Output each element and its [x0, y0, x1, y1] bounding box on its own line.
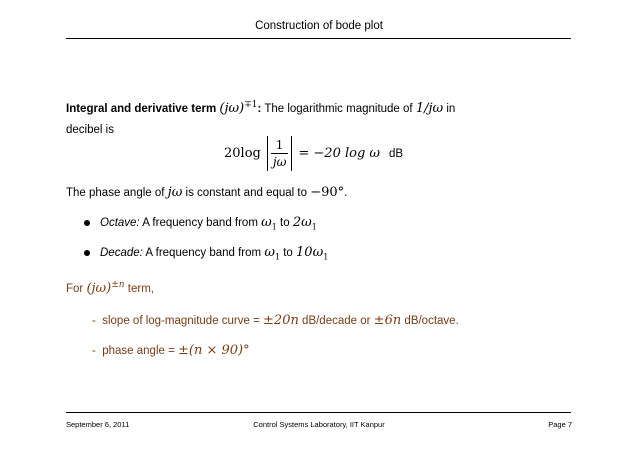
dash: - [92, 345, 96, 357]
absolute-value [267, 136, 293, 171]
intro-line2: decibel is [66, 124, 114, 136]
phase-var: jω [167, 185, 183, 200]
phase-angle-math: ±(n × 90)° [178, 343, 250, 358]
footer-date: September 6, 2011 [66, 420, 130, 429]
slope-text1: slope of log-magnitude curve = [102, 315, 260, 327]
bullet-b: $10\omega_1$ [296, 245, 329, 262]
phase-text-before: The phase angle of [66, 187, 165, 199]
for-prefix: For [66, 282, 84, 295]
intro-math: 1/jω [415, 100, 444, 116]
bullet-dot-icon [84, 220, 90, 226]
section-heading [66, 100, 576, 116]
for-term-line [66, 280, 576, 296]
for-suffix: term, [127, 282, 154, 295]
bullet-b: $2\omega_1$ [292, 215, 317, 232]
intro-text: The logarithmic magnitude of [264, 102, 413, 115]
phase-value: −90° [310, 185, 345, 200]
heading-colon: : [257, 102, 262, 115]
fraction-numerator: 1 [275, 138, 284, 152]
slope-m1: ±20n [263, 313, 299, 328]
bullet-label: Octave: [100, 217, 140, 229]
slope-item [92, 313, 602, 328]
bullet-to: to [283, 247, 293, 259]
slide-title: Construction of bode plot [255, 20, 383, 32]
heading-sup: ∓1 [244, 100, 258, 110]
phase-angle-item [92, 343, 602, 358]
footer-divider [66, 412, 571, 413]
bullet-label: Decade: [100, 247, 143, 259]
footer-lab: Control Systems Laboratory, IIT Kanpur [253, 420, 385, 429]
equation-rhs: = −20 log ω [298, 146, 381, 161]
bullet-a: $\omega_1$ [264, 245, 281, 262]
intro-in: in [446, 102, 456, 115]
bullet-decade [84, 245, 594, 262]
bullet-a: $\omega_1$ [261, 215, 277, 232]
heading-math: (jω) [219, 100, 245, 116]
fraction [271, 138, 289, 169]
fraction-denominator: jω [272, 155, 287, 169]
for-math: (jω) [86, 280, 112, 296]
slope-m2: ±6n [373, 313, 402, 328]
bullet-octave [84, 215, 594, 232]
slope-text2: dB/decade or [302, 315, 371, 327]
footer-page: Page 7 [548, 420, 572, 429]
bullet-to: to [280, 217, 290, 229]
magnitude-equation [224, 136, 403, 171]
bullet-text: A frequency band from [145, 247, 262, 259]
bullet-text: A frequency band from [142, 217, 258, 229]
header-divider [66, 38, 571, 39]
heading-bold: Integral and derivative term [66, 102, 217, 115]
equation-coef: 20log [224, 146, 261, 161]
for-sup: ±n [111, 280, 125, 290]
phase-line [66, 185, 576, 200]
phase-angle-text: phase angle = [102, 345, 175, 357]
bullet-dot-icon [84, 250, 90, 256]
slope-text3: dB/octave. [404, 315, 459, 327]
dash: - [92, 315, 96, 327]
phase-text-after: is constant and equal to [185, 187, 307, 199]
phase-end: . [344, 187, 348, 199]
equation-unit: dB [389, 147, 404, 160]
